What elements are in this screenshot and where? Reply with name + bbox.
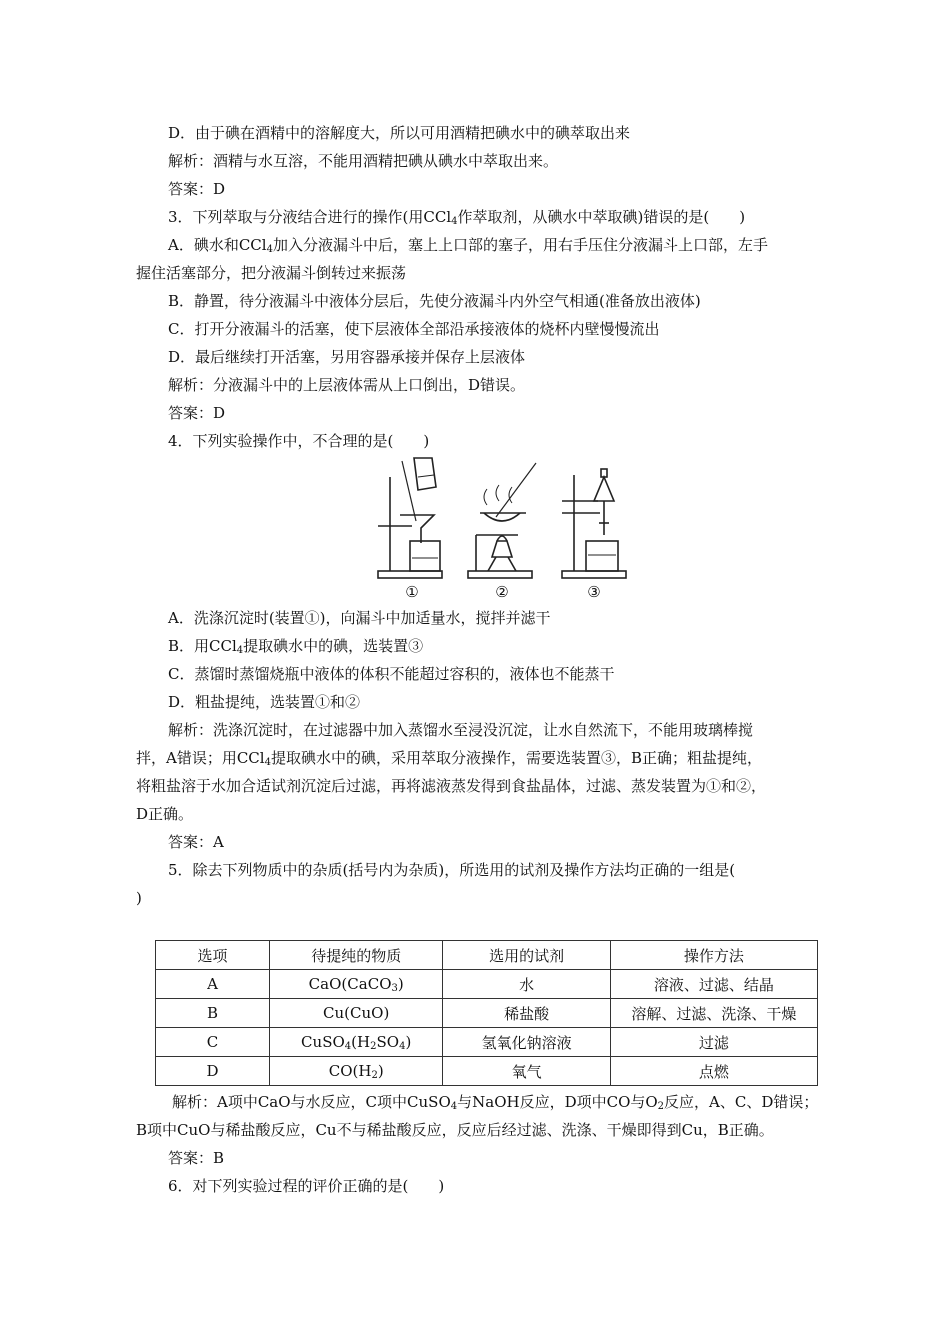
separatory-funnel-apparatus bbox=[562, 469, 626, 578]
table-cell: 氧气 bbox=[443, 1057, 610, 1086]
filtration-apparatus bbox=[378, 458, 442, 578]
q2-analysis: 解析：酒精与水互溶，不能用酒精把碘从碘水中萃取出来。 bbox=[168, 152, 559, 170]
q4-stem: 4．下列实验操作中，不合理的是( ) bbox=[168, 432, 430, 450]
figure-label-2: ② bbox=[495, 583, 509, 601]
table-row bbox=[156, 970, 818, 999]
table-cell: 点燃 bbox=[610, 1057, 817, 1086]
table-header: 选用的试剂 bbox=[443, 941, 610, 970]
evaporation-apparatus bbox=[468, 463, 536, 578]
q4-answer: 答案：A bbox=[168, 833, 224, 851]
q5-analysis-line1: 解析：A项中CaO与水反应，C项中CuSO$_4$与NaOH反应，D项中CO与$O_2$反应，A、C、D错误； bbox=[172, 1093, 819, 1112]
q2-answer: 答案：D bbox=[168, 180, 226, 198]
table-cell: Cu(CuO) bbox=[270, 999, 443, 1028]
table-header-row bbox=[156, 941, 818, 970]
options-table bbox=[155, 940, 818, 1086]
q3-option-c: C．打开分液漏斗的活塞，使下层液体全部沿承接液体的烧杯内壁慢慢流出 bbox=[168, 320, 660, 338]
q5-stem-cont: ) bbox=[136, 889, 142, 907]
q3-answer: 答案：D bbox=[168, 404, 226, 422]
q3-option-b: B．静置，待分液漏斗中液体分层后，先使分液漏斗内外空气相通(准备放出液体) bbox=[168, 292, 701, 310]
q4-option-b: B．用CCl$_4$提取碘水中的碘，选装置③ bbox=[168, 637, 424, 656]
q3-option-d: D．最后继续打开活塞，另用容器承接并保存上层液体 bbox=[168, 348, 526, 366]
q4-analysis-line2: 拌，A错误；用CCl$_4$提取碘水中的碘，采用萃取分液操作，需要选装置③，B正确；粗盐提纯， bbox=[136, 749, 762, 768]
table-row bbox=[156, 1057, 818, 1086]
q4-analysis-line4: D正确。 bbox=[136, 805, 194, 823]
apparatus-figure bbox=[372, 455, 642, 603]
q4-option-d: D．粗盐提纯，选装置①和② bbox=[168, 693, 361, 711]
table-header: 待提纯的物质 bbox=[270, 941, 443, 970]
q4-analysis-line1: 解析：洗涤沉淀时，在过滤器中加入蒸馏水至浸没沉淀，让水自然流下，不能用玻璃棒搅 bbox=[168, 721, 754, 739]
q3-stem: 3．下列萃取与分液结合进行的操作(用CCl$_4$作萃取剂，从碘水中萃取碘)错误的是( ) bbox=[168, 208, 746, 227]
table-cell: $CO(H_2)$ bbox=[270, 1057, 443, 1086]
q5-analysis-line2: B项中CuO与稀盐酸反应，Cu不与稀盐酸反应，反应后经过滤、洗涤、干燥即得到Cu，B正确。 bbox=[136, 1121, 774, 1139]
q5-answer: 答案：B bbox=[168, 1149, 225, 1167]
q4-analysis-line3: 将粗盐溶于水加合适试剂沉淀后过滤，再将滤液蒸发得到食盐晶体，过滤、蒸发装置为①和②， bbox=[136, 777, 767, 795]
table-cell: $CuSO_4(H_2SO_4)$ bbox=[270, 1028, 443, 1057]
table-cell: C bbox=[156, 1028, 270, 1057]
table-cell: 溶液、过滤、结晶 bbox=[610, 970, 817, 999]
q5-stem: 5．除去下列物质中的杂质(括号内为杂质)，所选用的试剂及操作方法均正确的一组是( bbox=[168, 861, 736, 879]
table-row bbox=[156, 1028, 818, 1057]
q2-option-d: D．由于碘在酒精中的溶解度大，所以可用酒精把碘水中的碘萃取出来 bbox=[168, 124, 631, 142]
q4-option-c: C．蒸馏时蒸馏烧瓶中液体的体积不能超过容积的，液体也不能蒸干 bbox=[168, 665, 615, 683]
table-cell: B bbox=[156, 999, 270, 1028]
q3-analysis: 解析：分液漏斗中的上层液体需从上口倒出，D错误。 bbox=[168, 376, 526, 394]
table-cell: CaO(CaCO$_3$) bbox=[270, 970, 443, 999]
table-cell: 氢氧化钠溶液 bbox=[443, 1028, 610, 1057]
table-cell: 过滤 bbox=[610, 1028, 817, 1057]
table-header: 选项 bbox=[156, 941, 270, 970]
table-cell: A bbox=[156, 970, 270, 999]
q4-option-a: A．洗涤沉淀时(装置①)，向漏斗中加适量水，搅拌并滤干 bbox=[168, 609, 551, 627]
table-header: 操作方法 bbox=[610, 941, 817, 970]
table-cell: D bbox=[156, 1057, 270, 1086]
figure-label-3: ③ bbox=[587, 583, 601, 601]
q6-stem: 6．对下列实验过程的评价正确的是( ) bbox=[168, 1177, 445, 1195]
q3-option-a-cont: 握住活塞部分，把分液漏斗倒转过来振荡 bbox=[136, 264, 407, 282]
table-row bbox=[156, 999, 818, 1028]
q3-option-a: A．碘水和CCl$_4$加入分液漏斗中后，塞上上口部的塞子，用右手压住分液漏斗上口部，左手 bbox=[168, 236, 768, 255]
table-cell: 稀盐酸 bbox=[443, 999, 610, 1028]
table-cell: 水 bbox=[443, 970, 610, 999]
table-cell: 溶解、过滤、洗涤、干燥 bbox=[610, 999, 817, 1028]
figure-label-1: ① bbox=[405, 583, 419, 601]
